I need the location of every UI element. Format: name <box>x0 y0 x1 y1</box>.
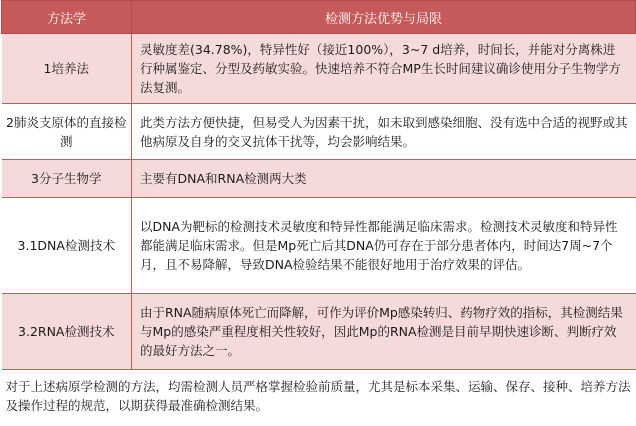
table-row <box>2 160 636 198</box>
method-cell: 1培养法 <box>2 34 132 104</box>
method-cell: 3.1DNA检测技术 <box>2 198 132 294</box>
description-cell: 灵敏度差(34.78%)，特异性好（接近100%），3~7 d培养，时间长，并能对分离株进行种属鉴定、分型及药敏实验。快速培养不符合MP生长时间建议确诊使用分子生物学方法复测。 <box>132 34 636 104</box>
method-cell: 3.2RNA检测技术 <box>2 294 132 370</box>
table-row <box>2 104 636 160</box>
table-header-row <box>2 1 636 34</box>
header-method: 方法学 <box>2 1 132 34</box>
methods-table <box>1 0 636 422</box>
description-cell: 以DNA为靶标的检测技术灵敏度和特异性都能满足临床需求。检测技术灵敏度和特异性都能满足临床需求。但是Mp死亡后其DNA仍可存在于部分患者体内，时间达7周~7个月，且不易降解，导致DNA检验结果不能很好地用于治疗效果的评估。 <box>132 198 636 294</box>
footer-row <box>2 370 636 422</box>
footer-note: 对于上述病原学检测的方法，均需检测人员严格掌握检验前质量，尤其是标本采集、运输、保存、接种、培养方法及操作过程的规范，以期获得最准确检测结果。 <box>2 370 636 422</box>
method-cell: 2肺炎支原体的直接检测 <box>2 104 132 160</box>
table-row <box>2 34 636 104</box>
description-cell: 由于RNA随病原体死亡而降解，可作为评价Mp感染转归、药物疗效的指标，其检测结果与Mp的感染严重程度相关性较好，因此Mp的RNA检测是目前早期快速诊断、判断疗效的最好方法之一。 <box>132 294 636 370</box>
table-row <box>2 294 636 370</box>
method-cell: 3分子生物学 <box>2 160 132 198</box>
table-row <box>2 198 636 294</box>
description-cell: 主要有DNA和RNA检测两大类 <box>132 160 636 198</box>
header-description: 检测方法优势与局限 <box>132 1 636 34</box>
description-cell: 此类方法方便快捷，但易受人为因素干扰，如未取到感染细胞、没有选中合适的视野或其他病原及自身的交叉抗体干扰等，均会影响结果。 <box>132 104 636 160</box>
